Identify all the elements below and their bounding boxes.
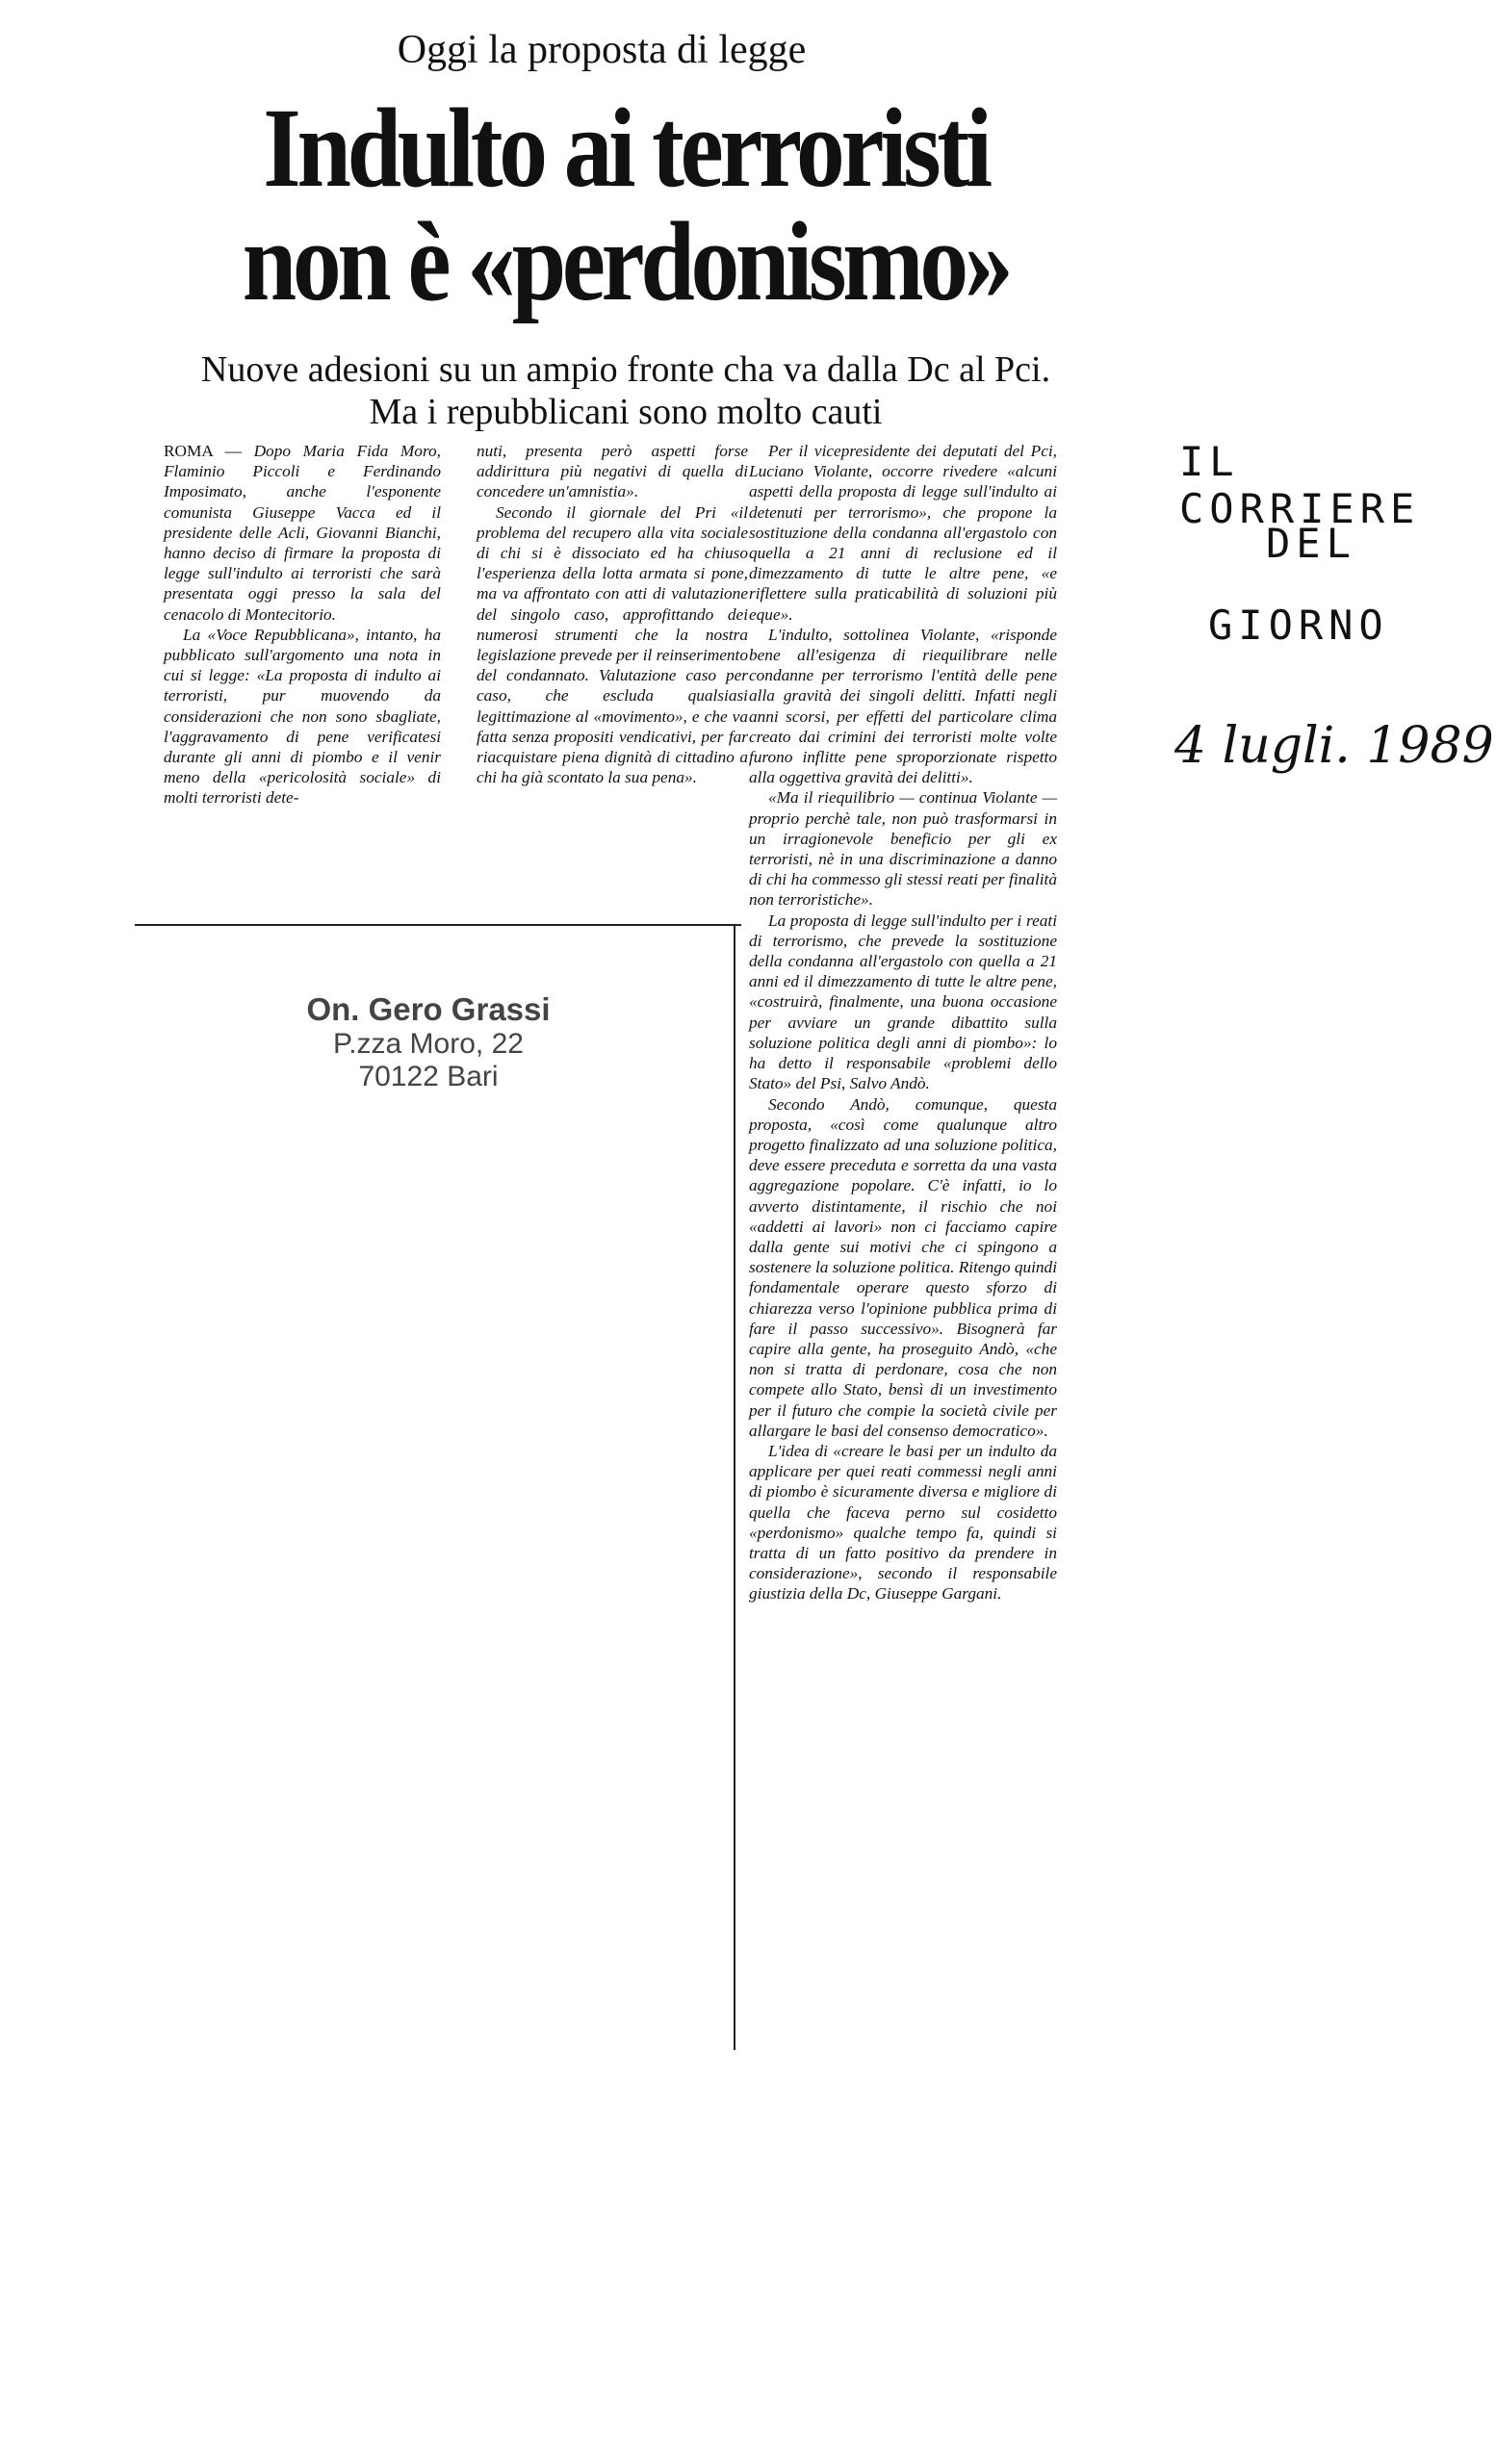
column-1-paragraph-2: La «Voce Repubblicana», intanto, ha pubblicato sull'argomento una nota in cui si legge: «La proposta di indulto ai terroristi, pur muovendo da considerazioni che non sono sbagliate, l'aggravamento di pene verificatesi durante gli anni di piombo e il venir meno della «pericolosità sociale» di molti terroristi dete- [164, 625, 441, 808]
article-subhead [164, 348, 1088, 433]
headline-line-2: non è «perdonismo» [242, 198, 1010, 324]
article-column-3 [749, 441, 1057, 1604]
subhead-line-1: Nuove adesioni su un ampio fronte cha va dalla Dc al Pci. [200, 349, 1051, 390]
stamp-name: On. Gero Grassi [306, 991, 551, 1027]
column-3-paragraph-2: L'indulto, sottolinea Violante, «risponde bene all'esigenza di riequilibrare nelle condanne per terrorismo l'entità delle pene alla gravità dei singoli delitti. Infatti negli anni scorsi, per effetti del particolare clima creato dai crimini dei terroristi molte volte furono inflitte pene sproporzionate rispetto alla oggettiva gravità dei delitti». [749, 625, 1057, 787]
column-1-paragraph-1: ROMA — Dopo Maria Fida Moro, Flaminio Piccoli e Ferdinando Imposimato, anche l'esponente comunista Giuseppe Vacca ed il presidente delle Acli, Giovanni Bianchi, hanno deciso di firmare la proposta di legge sull'indulto ai terroristi che sarà presentata oggi presso la sala del cenacolo di Montecitorio. [164, 442, 441, 624]
column-3-paragraph-4: La proposta di legge sull'indulto per i reati di terrorismo, che prevede la sostituzione della condanna all'ergastolo con quella a 21 anni ed il dimezzamento di tutte le altre pene, «costruirà, finalmente, una buona occasione per avviare un grande dibattito sulla soluzione politica degli anni di piombo»: lo ha detto il responsabile «problemi dello Stato» del Psi, Salvo Andò. [749, 911, 1057, 1093]
article-headline [228, 85, 1023, 324]
handwritten-source-line-1: IL CORRIERE [1179, 438, 1421, 532]
column-divider-rule [135, 924, 741, 926]
article-column-2 [477, 441, 748, 787]
stamp-street: P.zza Moro, 22 [333, 1028, 524, 1060]
subhead-line-2: Ma i repubblicani sono molto cauti [369, 392, 883, 432]
article-kicker: Oggi la proposta di legge [397, 28, 807, 72]
article-column-1 [164, 441, 441, 808]
column-3-paragraph-3: «Ma il riequilibrio — continua Violante — proprio perchè tale, non può trasformarsi in un irragionevole beneficio per gli ex terroristi, nè in una discriminazione a danno di chi ha commesso gli stessi reati per finalità non terroristiche». [749, 788, 1057, 910]
handwritten-date: 4 lugli. 1989 [1174, 717, 1494, 775]
handwritten-source-line-3: GIORNO [1208, 602, 1389, 649]
column-3-left-rule [734, 924, 735, 2050]
column-2-paragraph-2: Secondo il giornale del Pri «il problema del recupero alla vita sociale di chi si è dissociato ed ha chiuso l'esperienza della lotta armata si pone, ma va affrontato con atti di valutazione del singolo caso, approfittando dei numerosi strumenti che la nostra legislazione prevede per il reinserimento del condannato. Valutazione caso per caso, che escluda qualsiasi legittimazione al «movimento», e che va fatta senza propositi vendicativi, per far riacquistare piena dignità di cittadino a chi ha già scontato la sua pena». [477, 502, 748, 787]
address-stamp [274, 991, 582, 1093]
column-3-paragraph-1: Per il vicepresidente dei deputati del Pci, Luciano Violante, occorre rivedere «alcuni aspetti della proposta di legge sull'indulto ai detenuti per terrorismo», che propone la sostituzione della condanna all'ergastolo con quella a 21 anni di reclusione ed il dimezzamento di tutte le altre pene, «e riflettere sulla praticabilità di soluzioni più eque». [749, 442, 1057, 624]
column-3-paragraph-5: Secondo Andò, comunque, questa proposta, «così come qualunque altro progetto finalizzato ad una soluzione politica, deve essere preceduta e sorretta da una vasta aggregazione popolare. C'è infatti, io lo avverto distintamente, il rischio che noi «addetti ai lavori» non ci facciamo capire dalla gente sui motivi che ci spingono a sostenere la soluzione politica. Ritengo quindi fondamentale operare questo sforzo di chiarezza verso l'opinione pubblica prima di fare il passo successivo». Bisognerà far capire alla gente, ha proseguito Andò, «che non si tratta di perdonare, cosa che non compete allo Stato, bensì di un investimento per il futuro che compie la società civile per allargare le basi del consenso democratico». [749, 1094, 1057, 1440]
stamp-city: 70122 Bari [358, 1061, 499, 1092]
dateline: ROMA — [164, 442, 254, 460]
headline-line-1: Indulto ai terroristi [263, 85, 989, 211]
column-2-paragraph-1: nuti, presenta però aspetti forse addirittura più negativi di quella di concedere un'amnistia». [477, 442, 748, 501]
handwritten-source-line-2: DEL [1266, 520, 1356, 567]
column-3-paragraph-6: L'idea di «creare le basi per un indulto da applicare per quei reati commessi negli anni di piombo è sicuramente diversa e migliore di quella che faceva perno sul cosidetto «perdonismo» qualche tempo fa, quindi si tratta di un fatto positivo da prendere in considerazione», secondo il responsabile giustizia della Dc, Giuseppe Gargani. [749, 1441, 1057, 1604]
